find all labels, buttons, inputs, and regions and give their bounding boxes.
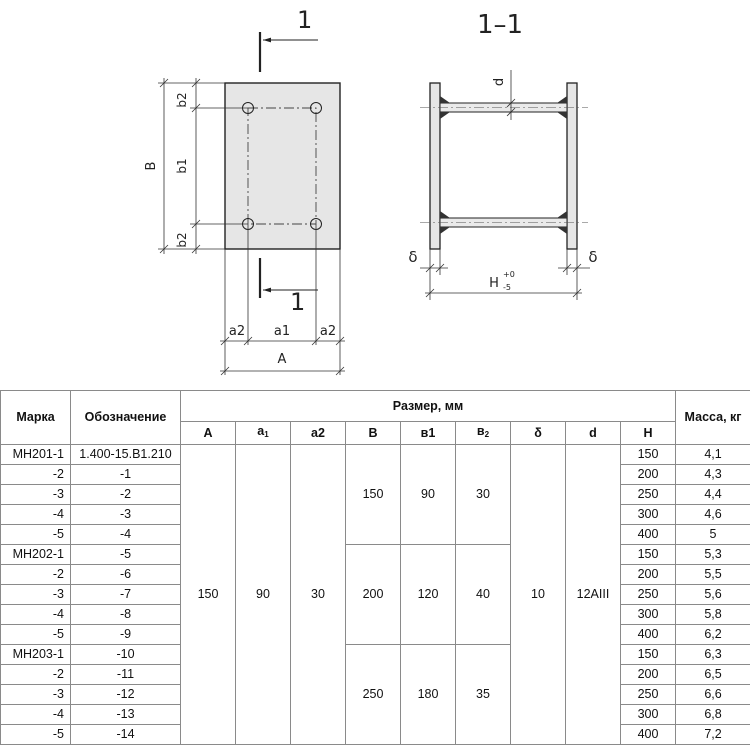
header-massa: Масса, кг [676,391,750,445]
cell-marka: -5 [1,525,71,545]
header-razmer: Размер, мм [181,391,676,422]
side-plate-right [567,83,577,249]
cell-marka: МН201-1 [1,445,71,465]
cell-H: 200 [621,565,676,585]
cell-v2: 30 [456,445,511,545]
dim-H-tol-upper: +0 [503,270,515,279]
cell-oboznachenie: -11 [71,665,181,685]
cell-marka: -4 [1,705,71,725]
cell-H: 250 [621,485,676,505]
cell-massa: 4,4 [676,485,750,505]
cell-marka: -2 [1,665,71,685]
cell-marka: -2 [1,565,71,585]
cell-massa: 6,2 [676,625,750,645]
header-oboznachenie: Обозначение [71,391,181,445]
cell-marka: -3 [1,485,71,505]
cell-oboznachenie: -14 [71,725,181,745]
section-mark-bottom: 1 [290,288,306,316]
cell-massa: 6,6 [676,685,750,705]
cell-oboznachenie: -5 [71,545,181,565]
cell-massa: 5 [676,525,750,545]
section-view [408,10,597,300]
dim-b1: b1 [175,158,189,174]
header-B: B [346,422,401,445]
cell-H: 250 [621,685,676,705]
cell-H: 400 [621,725,676,745]
cell-oboznachenie: -6 [71,565,181,585]
section-title: 1–1 [476,10,524,40]
header-v1: в1 [401,422,456,445]
table-row [1,445,750,465]
specification-table [0,390,750,745]
cell-massa: 4,6 [676,505,750,525]
cell-massa: 5,3 [676,545,750,565]
cell-massa: 6,3 [676,645,750,665]
cell-B: 200 [346,545,401,645]
cell-oboznachenie: -4 [71,525,181,545]
cell-oboznachenie: -12 [71,685,181,705]
dim-delta-right: δ [588,248,598,266]
cell-H: 250 [621,585,676,605]
header-A: A [181,422,236,445]
cell-massa: 5,5 [676,565,750,585]
cell-H: 200 [621,465,676,485]
header-d: d [566,422,621,445]
table-row [1,645,750,665]
cell-A: 150 [181,445,236,745]
cell-H: 150 [621,445,676,465]
cell-oboznachenie: -8 [71,605,181,625]
cell-d: 12AIII [566,445,621,745]
table-body [1,445,750,745]
cell-a1: 90 [236,445,291,745]
dim-delta-left: δ [408,248,418,266]
dim-H: H [489,276,499,291]
header-H: H [621,422,676,445]
cell-marka: -2 [1,465,71,485]
dim-b2-top: b2 [175,92,189,108]
cell-massa: 6,8 [676,705,750,725]
cell-oboznachenie: -10 [71,645,181,665]
cell-delta: 10 [511,445,566,745]
cell-marka: -4 [1,505,71,525]
cell-v2: 40 [456,545,511,645]
dim-b2-bottom: b2 [175,232,189,248]
cell-H: 150 [621,545,676,565]
cell-B: 150 [346,445,401,545]
cell-oboznachenie: -3 [71,505,181,525]
cell-massa: 5,8 [676,605,750,625]
cell-oboznachenie: -1 [71,465,181,485]
header-delta: δ [511,422,566,445]
cell-marka: -5 [1,625,71,645]
dim-B: B [144,161,159,171]
section-mark-top: 1 [297,6,313,34]
cell-H: 400 [621,525,676,545]
dim-a2-left: a2 [228,324,246,339]
cell-marka: МН203-1 [1,645,71,665]
header-a1: $a_1$ [236,422,291,445]
cell-marka: -3 [1,685,71,705]
cell-massa: 6,5 [676,665,750,685]
cell-v1: 120 [401,545,456,645]
cell-B: 250 [346,645,401,745]
header-v2: $в_2$ [456,422,511,445]
cell-H: 300 [621,605,676,625]
cell-marka: -5 [1,725,71,745]
header-a2: a2 [291,422,346,445]
cell-H: 400 [621,625,676,645]
plan-view [144,6,345,375]
cell-marka: -4 [1,605,71,625]
side-plate-left [430,83,440,249]
table-row [1,545,750,565]
cell-H: 200 [621,665,676,685]
cell-marka: -3 [1,585,71,605]
cell-massa: 4,3 [676,465,750,485]
cell-oboznachenie: -2 [71,485,181,505]
cell-marka: МН202-1 [1,545,71,565]
cell-massa: 5,6 [676,585,750,605]
cell-H: 300 [621,505,676,525]
cell-H: 150 [621,645,676,665]
cell-a2: 30 [291,445,346,745]
cell-oboznachenie: -13 [71,705,181,725]
cell-massa: 4,1 [676,445,750,465]
dim-d: d [492,77,507,87]
cell-oboznachenie: -9 [71,625,181,645]
cell-v2: 35 [456,645,511,745]
dim-a1: a1 [273,324,291,339]
dim-H-tol-lower: -5 [503,283,511,292]
header-marka: Марка [1,391,71,445]
cell-v1: 90 [401,445,456,545]
cell-massa: 7,2 [676,725,750,745]
cell-H: 300 [621,705,676,725]
dim-a2-right: a2 [319,324,337,339]
cell-v1: 180 [401,645,456,745]
cell-oboznachenie: -7 [71,585,181,605]
dim-A: A [277,352,287,367]
cell-oboznachenie: 1.400-15.В1.210 [71,445,181,465]
